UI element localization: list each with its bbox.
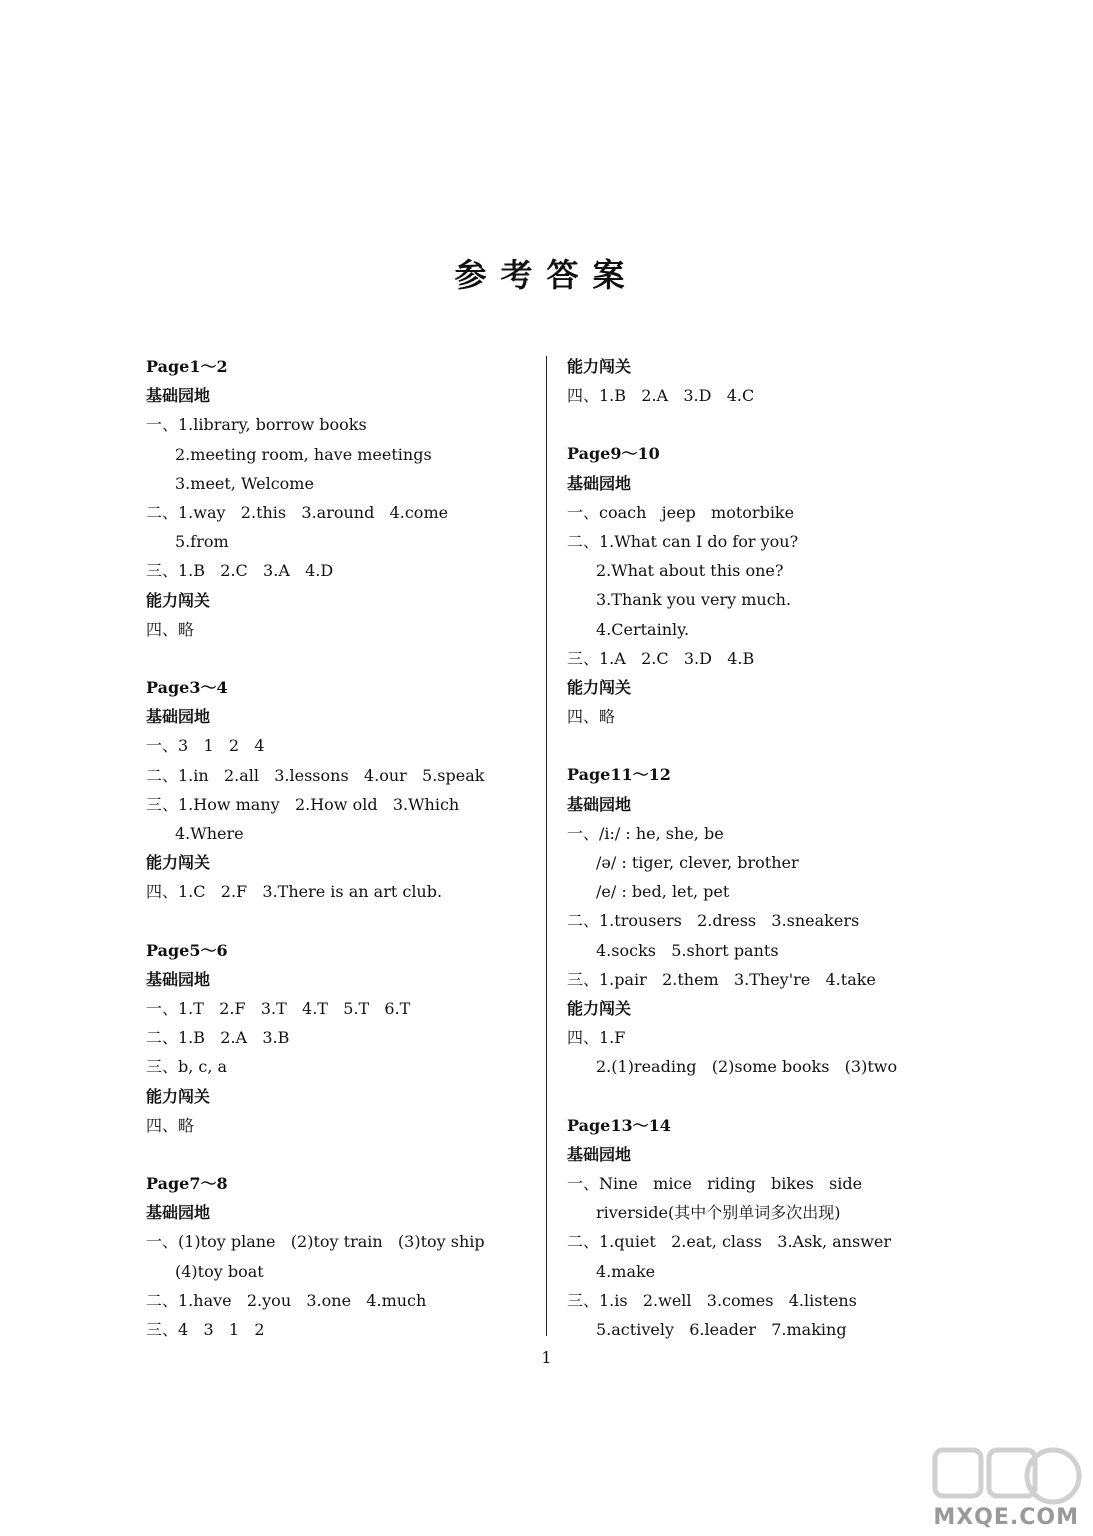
answer-line: 四、1.F [567,1028,626,1048]
answer-line: 三、1.A 2.C 3.D 4.B [567,648,755,668]
section-heading: Page5～6 [146,940,228,960]
answer-line: 一、(1)toy plane (2)toy train (3)toy ship [146,1232,485,1252]
subsection-label: 基础园地 [567,473,632,493]
subsection-label: 基础园地 [146,1203,211,1223]
answer-line: 三、1.B 2.C 3.A 4.D [146,561,334,581]
subsection-label: 能力闯关 [567,678,632,698]
answer-line: 二、1.What can I do for you? [567,532,799,552]
answer-line: 2.(1)reading (2)some books (3)two [596,1057,898,1077]
answer-line: 四、略 [146,1115,195,1135]
answer-line: 5.from [175,532,229,552]
answer-line: /ə/ : tiger, clever, brother [596,853,799,873]
page-title: 参考答案 [454,256,639,294]
answer-line: 4.socks 5.short pants [596,940,779,960]
answer-line: 三、1.is 2.well 3.comes 4.listens [567,1290,857,1310]
answer-line: 二、1.way 2.this 3.around 4.come [146,503,449,523]
answer-line: 3.Thank you very much. [596,590,792,610]
answer-line: 三、4 3 1 2 [146,1320,265,1340]
answer-line: 二、1.trousers 2.dress 3.sneakers [567,911,860,931]
section-heading: Page13～14 [567,1115,671,1135]
subsection-label: 能力闯关 [146,590,211,610]
answer-line: 二、1.in 2.all 3.lessons 4.our 5.speak [146,765,485,785]
answer-line: 4.Certainly. [596,619,690,639]
subsection-label: 能力闯关 [146,853,211,873]
answer-section [567,352,967,410]
answer-section [146,936,546,1140]
subsection-label: 能力闯关 [146,1086,211,1106]
subsection-label: 能力闯关 [567,999,632,1019]
section-heading: Page9～10 [567,444,660,464]
answer-line: 一、coach jeep motorbike [567,502,795,522]
answer-line: 二、1.have 2.you 3.one 4.much [146,1290,427,1310]
answer-line: 4.Where [175,824,244,844]
column-divider [546,356,547,1336]
answer-line: 三、1.How many 2.How old 3.Which [146,794,460,814]
answer-line: 四、1.B 2.A 3.D 4.C [567,386,755,406]
answer-line: riverside(其中个别单词多次出现) [596,1203,841,1223]
answer-section [146,1169,546,1344]
section-heading: Page3～4 [146,678,228,698]
subsection-label: 基础园地 [146,707,211,727]
section-heading: Page11～12 [567,765,671,785]
subsection-label: 基础园地 [567,1144,632,1164]
right-column [567,352,967,1373]
answer-section [567,760,967,1081]
answer-line: 三、1.pair 2.them 3.They're 4.take [567,969,876,989]
left-column [146,352,546,1373]
answer-line: 二、1.B 2.A 3.B [146,1028,290,1048]
answer-line: 一、3 1 2 4 [146,736,265,756]
answer-line: 4.make [596,1261,656,1281]
subsection-label: 基础园地 [567,794,632,814]
answer-line: /e/ : bed, let, pet [596,882,730,902]
subsection-label: 基础园地 [146,969,211,989]
answer-line: 三、b, c, a [146,1057,228,1077]
answer-section [567,439,967,731]
answer-line: 2.What about this one? [596,561,784,581]
answer-section [567,1111,967,1345]
answer-section [146,673,546,907]
answer-line: 四、1.C 2.F 3.There is an art club. [146,882,443,902]
answer-section [146,352,546,644]
answer-line: 二、1.quiet 2.eat, class 3.Ask, answer [567,1232,892,1252]
section-heading: Page1～2 [146,357,228,376]
answer-line: (4)toy boat [175,1261,264,1281]
answer-line: 3.meet, Welcome [175,473,314,493]
watermark-text: MXQE.COM [933,1505,1079,1530]
answer-line: 一、1.T 2.F 3.T 4.T 5.T 6.T [146,999,411,1019]
answer-line: 四、略 [567,707,616,727]
page-number: 1 [541,1348,552,1367]
subsection-label: 基础园地 [146,386,211,406]
answer-line: 2.meeting room, have meetings [175,444,432,464]
section-heading: Page7～8 [146,1174,228,1194]
answer-line: 一、Nine mice riding bikes side [567,1174,863,1194]
answer-line: 一、1.library, borrow books [146,415,367,435]
answer-line: 一、/i:/ : he, she, be [567,823,724,843]
subsection-label: 能力闯关 [567,357,632,376]
answer-line: 5.actively 6.leader 7.making [596,1320,847,1340]
answer-line: 四、略 [146,619,195,639]
